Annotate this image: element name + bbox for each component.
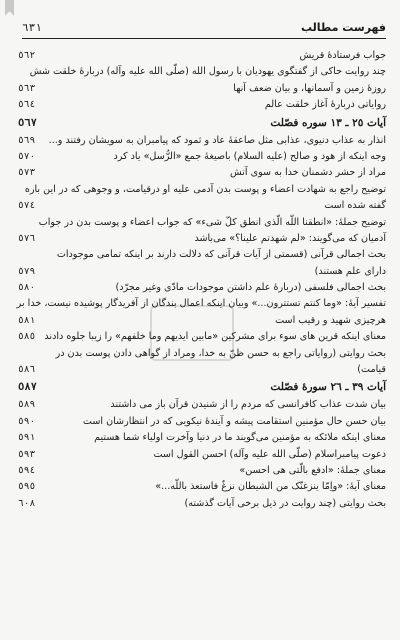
toc-entry-page: ٥٧٤ xyxy=(18,200,36,212)
toc-entry[interactable] xyxy=(18,430,386,446)
toc-entry-text: تفسیر آیهٔ: «وما کنتم تستترون...» وبیان اینکه اعمال بندگان از آفریدگار پوشیده نیست، خدا بر xyxy=(16,298,386,310)
toc-entry-page: ٥٨٥ xyxy=(18,331,36,343)
bookmark-ribbon-icon[interactable] xyxy=(5,0,14,16)
toc-entry-page: ٥٦٩ xyxy=(18,134,36,146)
page-number: ٦٣١ xyxy=(22,21,42,34)
table-of-contents xyxy=(18,48,386,512)
toc-entry[interactable] xyxy=(18,280,386,296)
toc-entry-text: بحث روایتی (روایاتی راجع به حسن ظنّ به خدا، ومراد از گواهی دادن پوست بدن در xyxy=(55,347,386,359)
toc-entry[interactable] xyxy=(18,97,386,113)
toc-entry-page: ٥٩٤ xyxy=(18,464,36,476)
toc-entry-page: ٥٨٧ xyxy=(18,381,37,394)
toc-entry-text: معنای اینکه ملائکه به مؤمنین می‌گویند ما در دنیا وآخرت اولیاء شما هستیم xyxy=(94,432,386,444)
toc-entry-page: ٦٠٨ xyxy=(18,497,36,509)
toc-entry[interactable] xyxy=(18,215,386,231)
toc-entry-page: ٥٦٣ xyxy=(18,82,36,94)
toc-entry-text: بحث اجمالی قرآنی (قسمتی از آیات قرآنی که دلالت دارند بر اینکه تمامی موجودات xyxy=(56,249,386,261)
toc-entry[interactable] xyxy=(18,362,386,378)
toc-entry-text: آیات ٢٥ ـ ١٣ سوره فصّلت xyxy=(270,116,386,129)
toc-entry-page: ٥٦٢ xyxy=(18,50,36,61)
toc-entry-page: ٥٧٦ xyxy=(18,232,36,244)
toc-entry[interactable] xyxy=(18,447,386,463)
toc-entry-text: بحث روایتی (چند روایت در ذیل برخی آیات گذشته) xyxy=(184,497,386,509)
toc-entry-page: ٥٧٣ xyxy=(18,167,36,179)
toc-entry-text: جواب فرستادهٔ قریش xyxy=(299,50,386,61)
toc-entry-page: ٥٦٧ xyxy=(18,116,37,129)
toc-entry-page: ٥٧٠ xyxy=(18,150,36,162)
toc-entry-text: بحث اجمالی فلسفی (دربارهٔ علم داشتن موجودات مادّی وغیر مجرّد) xyxy=(115,282,386,294)
toc-section-heading[interactable] xyxy=(18,378,386,397)
toc-entry-text: دعوت پیامبراسلام (صلّی الله علیه وآله) احسن القول است xyxy=(153,448,386,460)
toc-entry[interactable] xyxy=(18,463,386,479)
toc-entry[interactable] xyxy=(18,81,386,97)
toc-entry-text: معنای اینکه قرین های سوء برای مشرکین «مابین ایدیهم وما خلفهم» را زیبا جلوه دادند xyxy=(44,331,386,343)
toc-entry-text: بیان شدت عذاب کافرانسی که مردم را از شنیدن قرآن باز می داشتند xyxy=(110,399,386,411)
toc-entry-text: روایاتی دربارهٔ آغاز خلقت عالم xyxy=(264,99,386,111)
toc-entry-text: چند روایت حاکی از گفتگوی یهودیان با رسول الله (صلّی الله علیه وآله) دربارهٔ خلقت شش xyxy=(29,66,386,78)
toc-entry[interactable] xyxy=(18,64,386,80)
toc-entry-page: ٥٩٣ xyxy=(18,448,36,460)
page-header-title: فهرست مطالب xyxy=(300,21,386,34)
toc-entry-text: دارای علم هستند) xyxy=(314,265,386,277)
toc-entry-text: بیان حسن حال مؤمنین استقامت پیشه و آیندهٔ نیکویی که در انتظارشان است xyxy=(82,415,386,427)
toc-entry-page: ٥٩١ xyxy=(18,432,36,444)
toc-entry[interactable] xyxy=(18,231,386,247)
toc-entry[interactable] xyxy=(18,496,386,512)
toc-entry[interactable] xyxy=(18,414,386,430)
page-header xyxy=(22,20,386,39)
toc-entry[interactable] xyxy=(18,397,386,413)
toc-entry[interactable] xyxy=(18,149,386,165)
toc-entry[interactable] xyxy=(18,346,386,362)
toc-entry-text: آدمیان که می‌گویند: «لم شهدتم علینا؟» می‌باشد xyxy=(194,232,386,244)
toc-entry[interactable] xyxy=(18,479,386,495)
toc-entry[interactable] xyxy=(18,296,386,312)
toc-entry-text: توضیح راجع به شهادت اعضاء و پوست بدن آدمی علیه او درقیامت، و وجوهی که در این باره xyxy=(24,183,386,195)
toc-entry[interactable] xyxy=(18,329,386,345)
toc-entry-text: مراد از حشر دشمنان خدا به سوی آتش xyxy=(229,167,386,179)
toc-entry[interactable] xyxy=(18,247,386,263)
toc-entry-text: گفته شده است xyxy=(324,200,386,212)
toc-section-heading[interactable] xyxy=(18,114,386,133)
toc-entry[interactable] xyxy=(18,264,386,280)
toc-entry-text: قیامت) xyxy=(357,364,386,376)
toc-entry-text: وجه اینکه از هود و صالح (علیه السلام) باصیغهٔ جمع «الرُّسل» یاد کرد xyxy=(113,150,386,162)
toc-entry-text: معنای آیهٔ: «واِمّا ینزغنّک من الشیطان نزغٌ فاستعذ باللّه...» xyxy=(155,481,386,493)
toc-entry-page: ٥٨٦ xyxy=(18,364,36,376)
toc-entry-text: هرچیزی شهید و رقیب است xyxy=(275,314,386,326)
toc-entry-page: ٥٨٠ xyxy=(18,282,36,294)
toc-entry-text: معنای جملهٔ: «ادفع بالّتی هی احسن» xyxy=(239,464,386,476)
toc-entry[interactable] xyxy=(18,182,386,198)
toc-entry[interactable] xyxy=(18,165,386,181)
toc-entry-text: روزهٔ زمین و آسمانها، و بیان ضعف آنها xyxy=(233,82,386,94)
toc-entry[interactable] xyxy=(18,198,386,214)
toc-entry[interactable] xyxy=(18,313,386,329)
toc-entry-page: ٥٧٩ xyxy=(18,265,36,277)
toc-entry-text: آیات ٣٩ ـ ٢٦ سورهٔ فصّلت xyxy=(270,381,386,394)
toc-entry-page: ٥٩٥ xyxy=(18,481,36,493)
toc-entry-page: ٥٨٩ xyxy=(18,399,36,411)
toc-entry-page: ٥٨١ xyxy=(18,314,36,326)
toc-entry-text: توضیح جملهٔ: «انطقنا اللّه الّذی انطق کلّ شیء» که جواب اعضاء و پوست بدن در جواب xyxy=(38,216,386,228)
toc-entry-page: ٥٩٠ xyxy=(18,415,36,427)
toc-entry[interactable] xyxy=(18,133,386,149)
toc-entry-text: انذار به عذاب دنیوی، عذابی مثل صاعقهٔ عاد و ثمود که پیامبران به سویشان رفتند و... xyxy=(48,134,386,146)
toc-entry-page: ٥٦٤ xyxy=(18,99,36,111)
toc-entry[interactable] xyxy=(18,48,386,64)
